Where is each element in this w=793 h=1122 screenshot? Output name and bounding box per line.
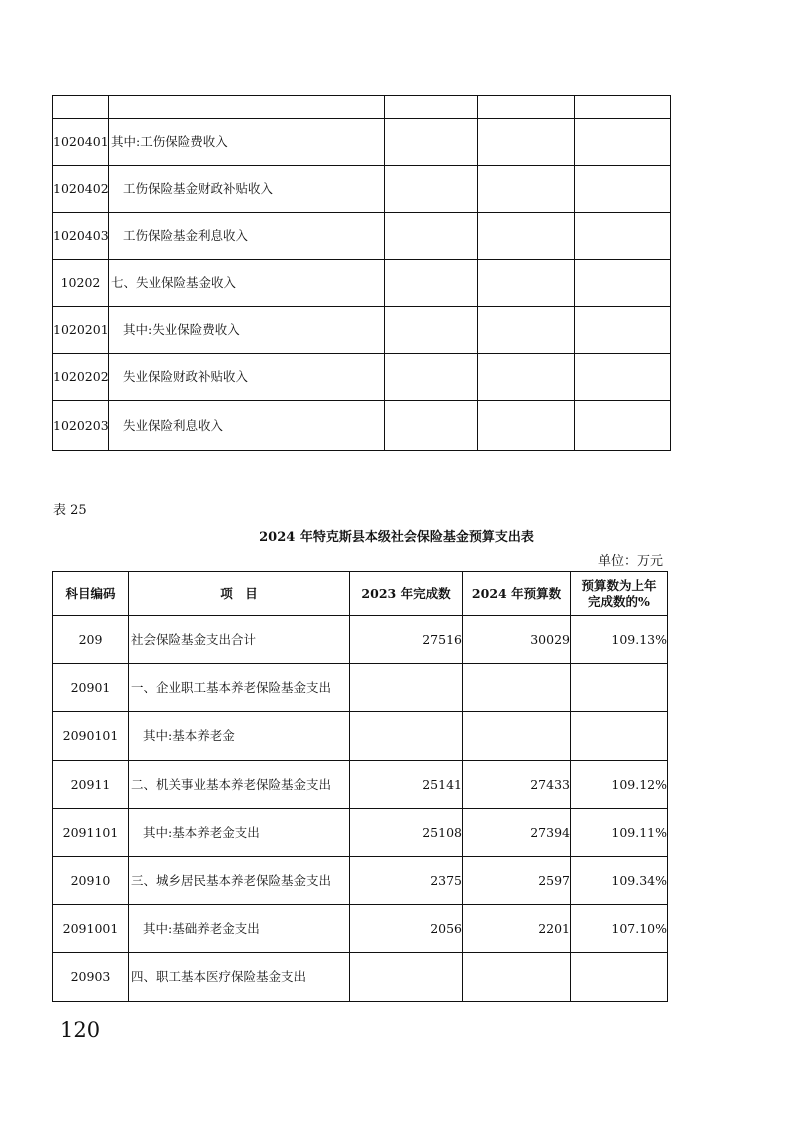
actual-2023-cell: 25108 [350, 809, 463, 857]
income-table-continued [52, 95, 671, 451]
item-cell: 其中:基本养老金 [129, 712, 350, 761]
item-cell: 一、企业职工基本养老保险基金支出 [129, 664, 350, 712]
actual-2023-cell: 25141 [350, 761, 463, 809]
ratio-cell: 109.11% [571, 809, 668, 857]
empty-cell [478, 166, 575, 213]
empty-cell [575, 119, 671, 166]
code-cell: 1020403 [53, 213, 109, 260]
budget-2024-cell: 2201 [463, 905, 571, 953]
unit-label: 单位：万元 [598, 554, 664, 569]
item-cell: 其中:基本养老金支出 [129, 809, 350, 857]
item-cell: 失业保险利息收入 [109, 401, 385, 451]
table-row [53, 953, 668, 1002]
empty-cell [575, 307, 671, 354]
table-row [53, 712, 668, 761]
code-cell: 10202 [53, 260, 109, 307]
header-ratio [571, 572, 668, 616]
code-cell: 20903 [53, 953, 129, 1002]
table-row [53, 96, 671, 119]
table-row [53, 616, 668, 664]
table-label: 表 25 [53, 503, 87, 518]
item-cell: 社会保险基金支出合计 [129, 616, 350, 664]
budget-2024-cell [463, 953, 571, 1002]
code-cell: 20911 [53, 761, 129, 809]
actual-2023-cell [350, 953, 463, 1002]
code-cell: 2090101 [53, 712, 129, 761]
empty-cell [478, 119, 575, 166]
empty-cell [575, 401, 671, 451]
table-row [53, 905, 668, 953]
header-item: 项 目 [129, 572, 350, 616]
ratio-cell: 107.10% [571, 905, 668, 953]
item-cell: 其中:基础养老金支出 [129, 905, 350, 953]
actual-2023-cell: 2056 [350, 905, 463, 953]
budget-2024-cell [463, 664, 571, 712]
actual-2023-cell [350, 664, 463, 712]
budget-2024-cell: 30029 [463, 616, 571, 664]
empty-cell [478, 307, 575, 354]
actual-2023-cell: 2375 [350, 857, 463, 905]
actual-2023-cell: 27516 [350, 616, 463, 664]
empty-cell [575, 166, 671, 213]
header-ratio-line1: 预算数为上年 [581, 577, 657, 593]
table-row [53, 354, 671, 401]
header-budget-2024: 2024 年预算数 [463, 572, 571, 616]
item-cell: 二、机关事业基本养老保险基金支出 [129, 761, 350, 809]
code-cell: 1020401 [53, 119, 109, 166]
item-cell: 工伤保险基金财政补贴收入 [109, 166, 385, 213]
item-cell: 工伤保险基金利息收入 [109, 213, 385, 260]
empty-cell [478, 260, 575, 307]
empty-cell [478, 213, 575, 260]
table-row [53, 166, 671, 213]
header-code: 科目编码 [53, 572, 129, 616]
empty-cell [385, 354, 478, 401]
table-row [53, 761, 668, 809]
actual-2023-cell [350, 712, 463, 761]
empty-cell [385, 213, 478, 260]
code-cell [53, 96, 109, 119]
item-cell: 四、职工基本医疗保险基金支出 [129, 953, 350, 1002]
table-header-row [53, 572, 668, 616]
budget-2024-cell: 2597 [463, 857, 571, 905]
item-cell: 其中:失业保险费收入 [109, 307, 385, 354]
expense-table [52, 571, 668, 1002]
table-row [53, 307, 671, 354]
item-cell: 三、城乡居民基本养老保险基金支出 [129, 857, 350, 905]
table-title: 2024 年特克斯县本级社会保险基金预算支出表 [259, 530, 534, 545]
budget-2024-cell: 27394 [463, 809, 571, 857]
empty-cell [385, 307, 478, 354]
ratio-cell [571, 664, 668, 712]
ratio-cell: 109.13% [571, 616, 668, 664]
table-row [53, 857, 668, 905]
empty-cell [575, 213, 671, 260]
code-cell: 1020203 [53, 401, 109, 451]
ratio-cell: 109.12% [571, 761, 668, 809]
header-actual-2023: 2023 年完成数 [350, 572, 463, 616]
table-row [53, 401, 671, 451]
code-cell: 1020402 [53, 166, 109, 213]
empty-cell [385, 96, 478, 119]
empty-cell [575, 260, 671, 307]
item-cell: 失业保险财政补贴收入 [109, 354, 385, 401]
header-ratio-line2: 完成数的% [588, 593, 650, 609]
empty-cell [478, 96, 575, 119]
code-cell: 2091101 [53, 809, 129, 857]
code-cell: 20901 [53, 664, 129, 712]
item-cell [109, 96, 385, 119]
empty-cell [385, 401, 478, 451]
code-cell: 1020202 [53, 354, 109, 401]
table-row [53, 260, 671, 307]
ratio-cell [571, 953, 668, 1002]
code-cell: 1020201 [53, 307, 109, 354]
item-cell: 其中:工伤保险费收入 [109, 119, 385, 166]
code-cell: 209 [53, 616, 129, 664]
empty-cell [385, 166, 478, 213]
ratio-cell: 109.34% [571, 857, 668, 905]
empty-cell [385, 119, 478, 166]
budget-2024-cell [463, 712, 571, 761]
code-cell: 20910 [53, 857, 129, 905]
page-number: 120 [60, 1018, 101, 1042]
item-cell: 七、失业保险基金收入 [109, 260, 385, 307]
table-row [53, 664, 668, 712]
table-row [53, 213, 671, 260]
empty-cell [575, 354, 671, 401]
budget-2024-cell: 27433 [463, 761, 571, 809]
empty-cell [478, 354, 575, 401]
empty-cell [478, 401, 575, 451]
table-row [53, 119, 671, 166]
ratio-cell [571, 712, 668, 761]
code-cell: 2091001 [53, 905, 129, 953]
empty-cell [575, 96, 671, 119]
empty-cell [385, 260, 478, 307]
table-row [53, 809, 668, 857]
